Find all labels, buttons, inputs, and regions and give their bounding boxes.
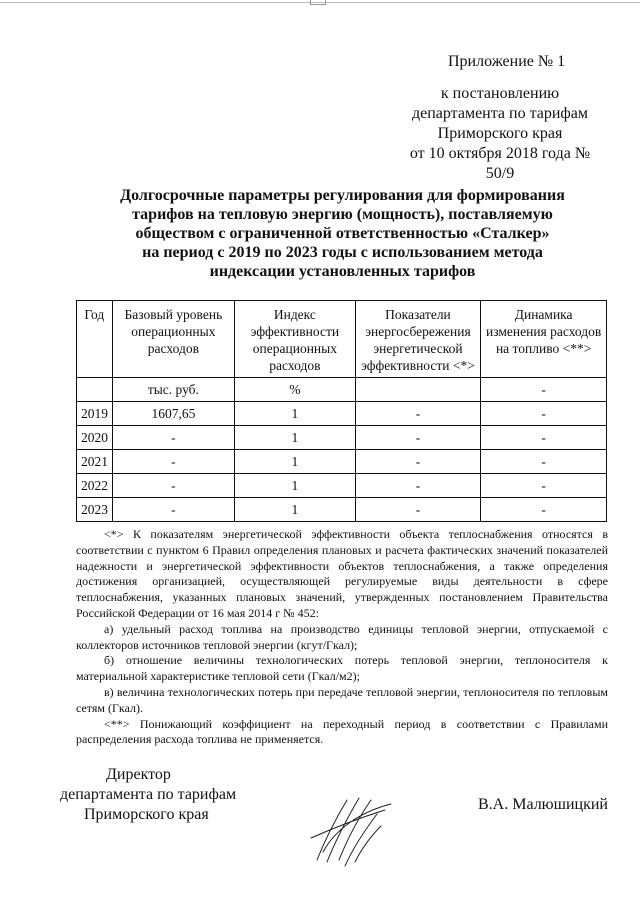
position-line: Директор xyxy=(106,766,171,783)
table-cell: - xyxy=(355,402,481,426)
footnote-item-b: б) отношение величины технологических потерь тепловой энергии, теплоносителя к материальной характеристике тепловой сети (Гкал/м2); xyxy=(76,653,608,684)
header-year: Год xyxy=(77,301,113,378)
table-cell: - xyxy=(112,474,235,498)
table-cell xyxy=(355,378,481,402)
table-cell: - xyxy=(481,498,607,522)
parameters-table xyxy=(76,300,607,522)
signer-position xyxy=(60,765,236,825)
footnote-energy-efficiency: <*> К показателям энергетической эффективности объекта теплоснабжения относятся в соответствии с пунктом 6 Правил определения плановых и расчета фактических значений показателей надежности и энергетической эффективности объектов теплоснабжения, а также определения достижения организацией, осуществляющей регулируемые виды деятельности в сфере теплоснабжения, указанных плановых значений, утвержденных постановлением Правительства Российской Федерации от 16 мая 2014 г № 452: xyxy=(76,527,608,620)
table-cell: 2019 xyxy=(77,402,113,426)
table-cell: - xyxy=(481,378,607,402)
title-line: индексации установленных тарифов xyxy=(209,263,476,280)
document-title xyxy=(110,186,575,281)
table-cell: 2022 xyxy=(77,474,113,498)
position-line: Приморского края xyxy=(84,806,209,823)
table-cell: - xyxy=(481,474,607,498)
table-row xyxy=(77,402,607,426)
table-cell: - xyxy=(355,426,481,450)
signer-name: В.А. Малюшицкий xyxy=(478,796,608,813)
table-cell: - xyxy=(112,426,235,450)
table-units-row xyxy=(77,378,607,402)
table-cell: - xyxy=(481,402,607,426)
table-row xyxy=(77,498,607,522)
appendix-line: от 10 октября 2018 года № 50/9 xyxy=(409,145,591,182)
title-line: на период с 2019 по 2023 годы с использованием метода xyxy=(142,244,543,261)
appendix-title: Приложение № 1 xyxy=(448,53,566,70)
title-line: тарифов на тепловую энергию (мощность), поставляемую xyxy=(132,206,553,223)
appendix-line: департамента по тарифам xyxy=(411,105,589,122)
table-cell: - xyxy=(481,426,607,450)
table-cell: 1 xyxy=(235,426,355,450)
title-line: обществом с ограниченной ответственностью «Сталкер» xyxy=(135,225,550,242)
table-cell: - xyxy=(481,450,607,474)
table-row xyxy=(77,474,607,498)
table-row xyxy=(77,450,607,474)
table-cell: - xyxy=(112,450,235,474)
handwritten-signature xyxy=(305,790,395,870)
table-cell: 2023 xyxy=(77,498,113,522)
appendix-block xyxy=(400,52,600,184)
footnote-item-c: в) величина технологических потерь при передаче тепловой энергии, теплоносителя по тепловым сетям (Гкал). xyxy=(76,684,608,715)
table-cell: % xyxy=(235,378,355,402)
table-cell: 1 xyxy=(235,450,355,474)
table-row xyxy=(77,426,607,450)
table-header-row xyxy=(77,301,607,378)
title-line: Долгосрочные параметры регулирования для формирования xyxy=(120,187,565,204)
header-efficiency-index: Индекс эффективности операционных расходов xyxy=(235,301,355,378)
header-fuel-dynamics: Динамика изменения расходов на топливо <**> xyxy=(481,301,607,378)
appendix-line: Приморского края xyxy=(437,125,563,142)
footnotes xyxy=(76,527,608,748)
table-cell: 1 xyxy=(235,402,355,426)
table-cell: - xyxy=(355,498,481,522)
table-cell: - xyxy=(112,498,235,522)
scan-top-mark xyxy=(310,0,326,5)
appendix-line: к постановлению xyxy=(440,85,560,102)
footnote-item-a: а) удельный расход топлива на производство единицы тепловой энергии, отпускаемой с коллекторов источников тепловой энергии (кгут/Гкал); xyxy=(76,621,608,652)
header-base-opex: Базовый уровень операционных расходов xyxy=(112,301,235,378)
footnote-fuel: <**> Понижающий коэффициент на переходный период в соответствии с Правилами распределения расхода топлива не применяется. xyxy=(76,716,608,747)
header-energy-saving: Показатели энергосбережения энергетической эффективности <*> xyxy=(355,301,481,378)
table-cell: 2021 xyxy=(77,450,113,474)
table-cell: 2020 xyxy=(77,426,113,450)
table-cell: тыс. руб. xyxy=(112,378,235,402)
table-cell: - xyxy=(355,474,481,498)
table-cell xyxy=(77,378,113,402)
table-cell: 1 xyxy=(235,474,355,498)
table-cell: - xyxy=(355,450,481,474)
position-line: департамента по тарифам xyxy=(60,786,237,803)
table-cell: 1607,65 xyxy=(112,402,235,426)
table-cell: 1 xyxy=(235,498,355,522)
